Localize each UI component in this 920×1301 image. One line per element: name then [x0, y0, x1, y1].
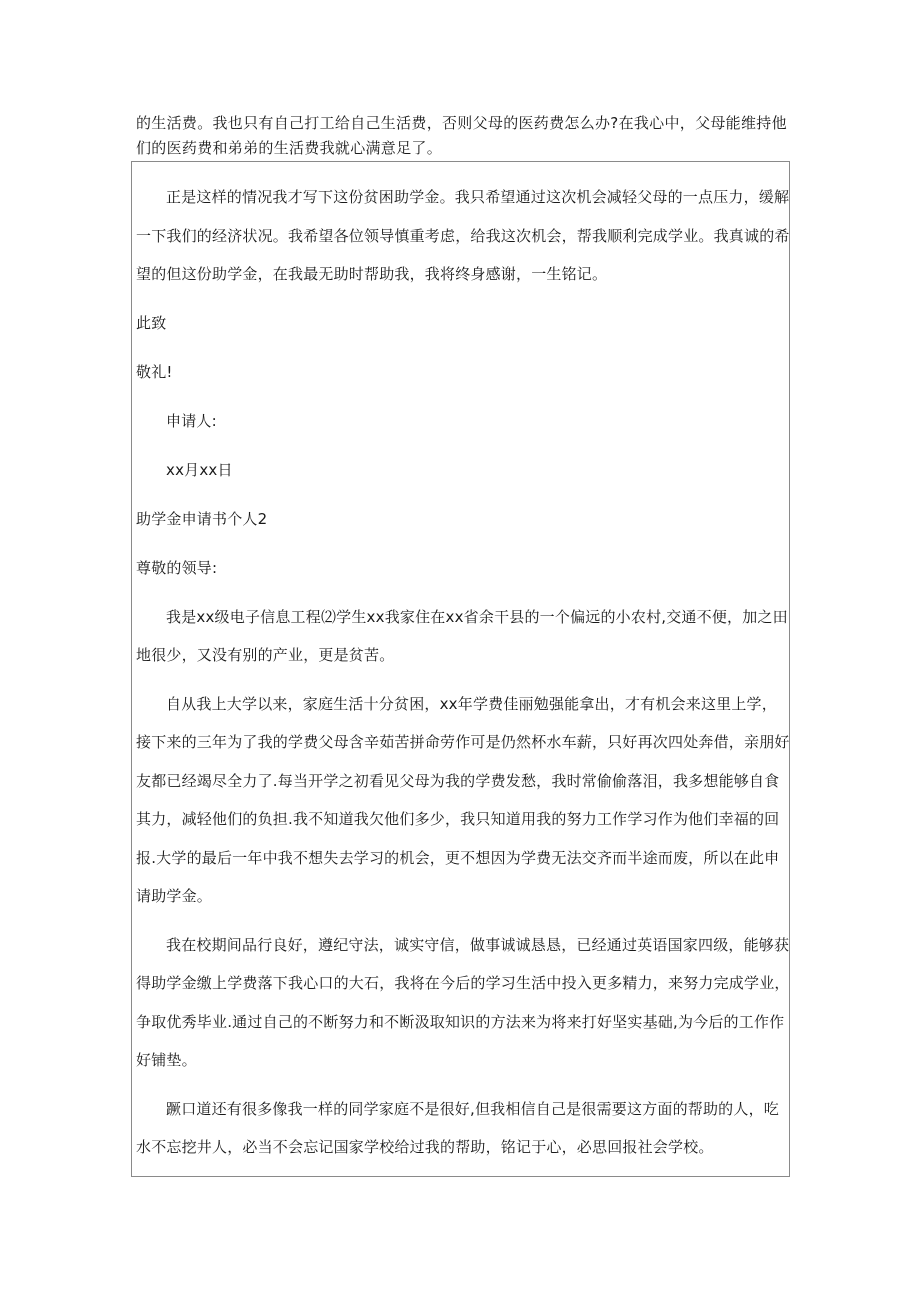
sign-date: xx月xx日	[166, 460, 233, 479]
closing-request-paragraph: 正是这样的情况我才写下这份贫困助学金。我只希望通过这次机会减轻父母的一点压力，缓解一下我们的经济状况。我希望各位领导慎重考虑，给我这次机会，帮我顺利完成学业。我真诚的希望的但这份助学金，在我最无助时帮助我，我将终身感谢，一生铭记。	[136, 188, 790, 283]
body-paragraph-3: 我在校期间品行良好，遵纪守法，诚实守信，做事诚诚恳恳，已经通过英语国家四级，能够获得助学金缴上学费落下我心口的大石，我将在今后的学习生活中投入更多精力，来努力完成学业，争取优秀毕业.通过自己的不断努力和不断汲取知识的方法来为将来打好坚实基础,为今后的工作作好铺垫。	[136, 935, 790, 1069]
closing-salutation-2: 敬礼!	[136, 362, 173, 381]
body-paragraph-1: 我是xx级电子信息工程⑵学生xx我家住在xx省余干县的一个偏远的小农村,交通不便，加之田地很少，又没有别的产业，更是贫苦。	[136, 607, 788, 664]
top-paragraph-text: 的生活费。我也只有自己打工给自己生活费，否则父母的医药费怎么办?在我心中，父母能维持他们的医药费和弟弟的生活费我就心满意足了。	[136, 114, 787, 157]
applicant-label: 申请人:	[166, 411, 217, 430]
body-paragraph-2: 自从我上大学以来，家庭生活十分贫困，xx年学费佳丽勉强能拿出，才有机会来这里上学，接下来的三年为了我的学费父母含辛茹苦拼命劳作可是仍然杯水车薪，只好再次四处奔借，亲朋好友都已经竭尽全力了.每当开学之初看见父母为我的学费发愁，我时常偷偷落泪，我多想能够自食其力，减轻他们的负担.我不知道我欠他们多少，我只知道用我的努力工作学习作为他们幸福的回报.大学的最后一年中我不想失去学习的机会，更不想因为学费无法交齐而半途而废，所以在此申请助学金。	[136, 694, 790, 905]
letter-body	[136, 178, 790, 1177]
salutation: 尊敬的领导:	[136, 558, 218, 577]
continued-paragraph	[136, 111, 796, 161]
body-paragraph-4: 蹶口道还有很多像我一样的同学家庭不是很好,但我相信自己是很需要这方面的帮助的人，吃水不忘挖井人，必当不会忘记国家学校给过我的帮助，铭记于心，必思回报社会学校。	[136, 1099, 779, 1156]
letter-title: 助学金申请书个人2	[136, 509, 268, 528]
closing-salutation-1: 此致	[136, 313, 167, 332]
